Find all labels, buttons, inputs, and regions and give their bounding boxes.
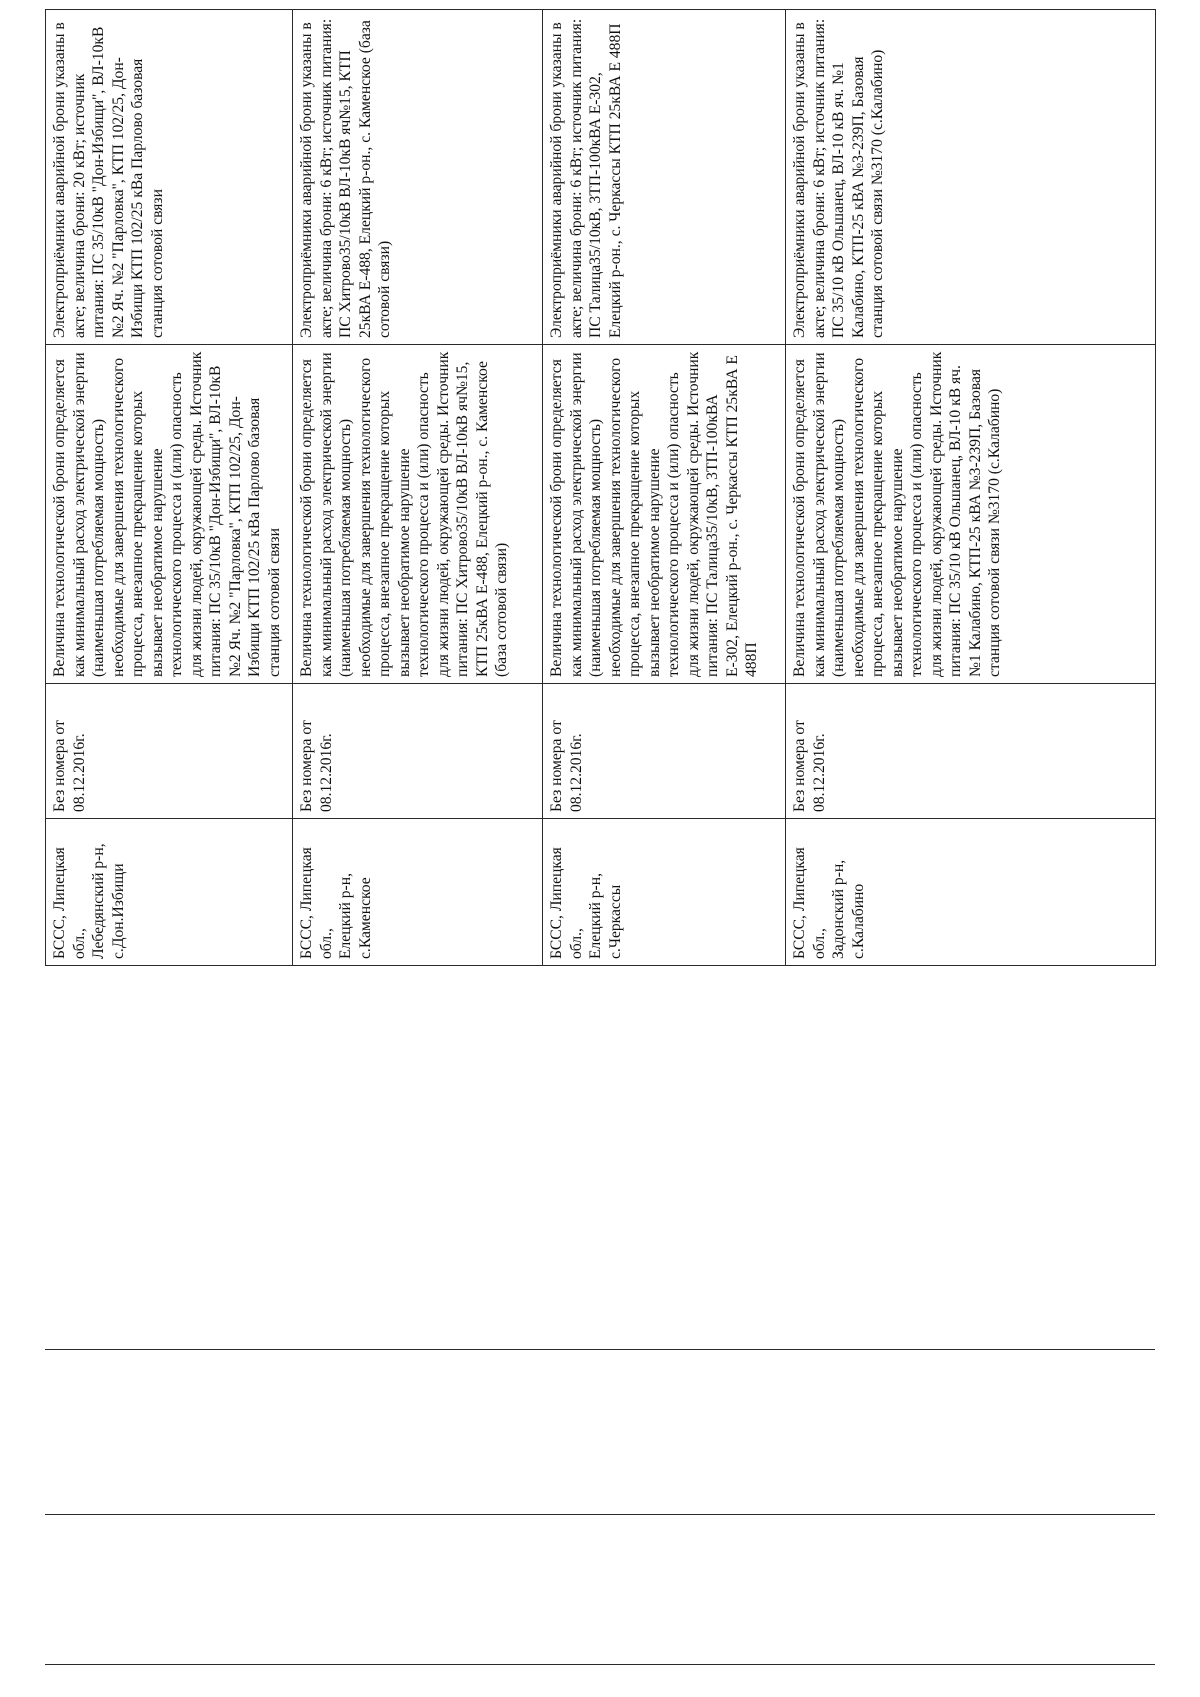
document-text: Без номера от 08.12.2016г. (548, 720, 585, 812)
table-row (293, 10, 543, 966)
tech-reserve-cell (293, 345, 543, 684)
tech-reserve-text: Величина технологической брони определяется как минимальный расход электрической энергии (наименьшая потребляемая мощность) необходимые для завершения технологического процесса, внезапное прекращение которых вызывает необратимое нарушение технологического процесса и (или) опасность для жизни людей, окружающей среды. Источник питания: ПС 35/10кВ "Дон-Избищи", ВЛ-10кВ №2 Яч. №2 "Парловка", КТП 102/25, Дон-Избищи КТП 102/25 кВа Парлово базовая станция сотовой связи (51, 351, 283, 677)
rotated-document-page (45, 10, 1155, 1685)
tech-reserve-text: Величина технологической брони определяется как минимальный расход электрической энергии (наименьшая потребляемая мощность) необходимые для завершения технологического процесса, внезапное прекращение которых вызывает необратимое нарушение технологического процесса и (или) опасность для жизни людей, окружающей среды. Источник питания: ПС Хитрово35/10кВ ВЛ-10кВ яч№15, КТП 25кВА Е-488, Елецкий р-он., с. Каменское (база сотовой связи) (298, 351, 510, 677)
document-cell (46, 684, 293, 819)
tech-reserve-cell (46, 345, 293, 684)
location-text: БССС, Липецкая обл., Елецкий р-н, с.Каменское (298, 847, 374, 959)
location-text: БССС, Липецкая обл., Задонский р-н, с.Калабино (791, 847, 867, 959)
tech-reserve-cell (543, 345, 786, 684)
emergency-reserve-text: Электроприёмники аварийной брони указаны в акте; величина брони: 6 кВт; источник питания: ПС Хитрово35/10кВ ВЛ-10кВ яч№15, КТП 25кВА Е-488, Елецкий р-он., с. Каменское (база сотовой связи) (298, 18, 393, 338)
table-rule-line (45, 1664, 1155, 1665)
table-row (543, 10, 786, 966)
empty-table-area (45, 985, 1155, 1685)
location-cell (786, 819, 1156, 966)
table-rule-line (45, 1349, 1155, 1350)
table-row (46, 10, 293, 966)
table-rule-line (45, 1514, 1155, 1515)
document-cell (543, 684, 786, 819)
power-reserve-table (45, 9, 1156, 966)
location-cell (293, 819, 543, 966)
document-cell (786, 684, 1156, 819)
location-text: БССС, Липецкая обл., Елецкий р-н, с.Черкассы (548, 847, 624, 959)
emergency-reserve-cell (293, 10, 543, 345)
emergency-reserve-cell (786, 10, 1156, 345)
emergency-reserve-cell (46, 10, 293, 345)
tech-reserve-text: Величина технологической брони определяется как минимальный расход электрической энергии (наименьшая потребляемая мощность) необходимые для завершения технологического процесса, внезапное прекращение которых вызывает необратимое нарушение технологического процесса и (или) опасность для жизни людей, окружающей среды. Источник питания: ПС Талица35/10кВ, 3ТП-100кВА Е-302, Елецкий р-он., с. Черкассы КТП 25кВА Е 488П (548, 351, 760, 677)
document-text: Без номера от 08.12.2016г. (791, 720, 828, 812)
tech-reserve-cell (786, 345, 1156, 684)
location-cell (46, 819, 293, 966)
document-text: Без номера от 08.12.2016г. (51, 720, 88, 812)
emergency-reserve-text: Электроприёмники аварийной брони указаны в акте; величина брони: 6 кВт; источник питания: ПС 35/10 кВ Ольшанец, ВЛ-10 кВ яч. №1 Калабино, КТП-25 кВА №3-239П, Базовая станция сотовой связи №3170 (с.Калабино) (791, 18, 886, 338)
table-row (786, 10, 1156, 966)
emergency-reserve-text: Электроприёмники аварийной брони указаны в акте; величина брони: 20 кВт; источник питания: ПС 35/10кВ "Дон-Избищи", ВЛ-10кВ №2 Яч. №2 "Парловка", КТП 102/25, Дон-Избищи КТП 102/25 кВа Парлово базовая станция сотовой связи (51, 22, 166, 338)
document-text: Без номера от 08.12.2016г. (298, 720, 335, 812)
document-cell (293, 684, 543, 819)
emergency-reserve-cell (543, 10, 786, 345)
tech-reserve-text: Величина технологической брони определяется как минимальный расход электрической энергии (наименьшая потребляемая мощность) необходимые для завершения технологического процесса, внезапное прекращение которых вызывает необратимое нарушение технологического процесса и (или) опасность для жизни людей, окружающей среды. Источник питания: ПС 35/10 кВ Ольшанец, ВЛ-10 кВ яч. №1 Калабино, КТП-25 кВА №3-239П, Базовая станция сотовой связи №3170 (с.Калабино) (791, 351, 1003, 677)
location-text: БССС, Липецкая обл., Лебедянский р-н, с.Дон.Избищи (51, 843, 127, 959)
location-cell (543, 819, 786, 966)
emergency-reserve-text: Электроприёмники аварийной брони указаны в акте; величина брони: 6 кВт; источник питания: ПС Талица35/10кВ, 3ТП-100кВА Е-302, Елецкий р-он., с. Черкассы КТП 25кВА Е 488П (548, 18, 624, 338)
